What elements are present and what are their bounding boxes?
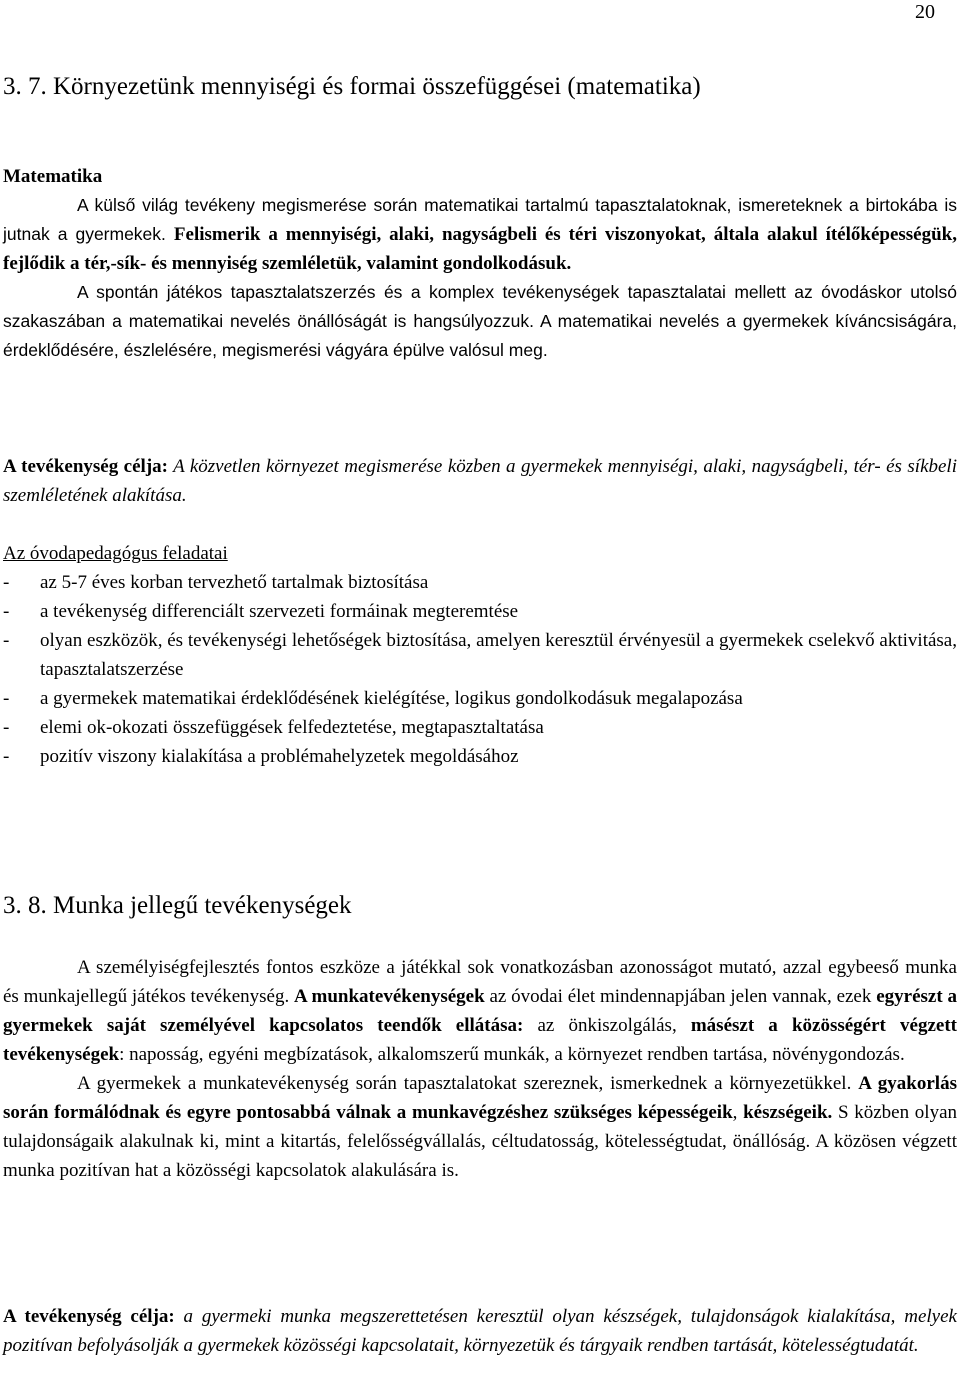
- work-p1-text-1: A személyiségfejlesztés fontos eszköze a játékkal sok vonatkozásban azonosságot mutató, azzal egybeeső munka és munkajellegű játékos tevékenység.: [3, 957, 957, 1007]
- section-heading-work: 3. 8. Munka jellegű tevékenységek: [3, 892, 352, 919]
- list-dash: -: [3, 601, 10, 622]
- section-work-goal: [3, 1302, 957, 1360]
- work-p2-text-2: ,: [732, 1102, 744, 1123]
- section-mathematics-goal: [3, 452, 957, 510]
- work-p2-text-1: A gyermekek a munkatevékenység során tapasztalatokat szereznek, ismerkednek a környezetükkel.: [77, 1073, 859, 1094]
- list-item: [3, 597, 957, 626]
- goal-text: A közvetlen környezet megismerése közben a gyermekek mennyiségi, alaki, nagyságbeli, tér- és síkbeli szemléletének alakítása.: [3, 456, 957, 506]
- work-p2-text-3: S közben olyan tulajdonságaik alakulnak ki, mint a kitartás, felelősségvállalás, céltudatosság, kötelességtudat, önállóság. A közösen végzett munka pozitívan hat a közösségi kapcsolatok alakulására is.: [3, 1102, 957, 1181]
- section-mathematics-tasks: [3, 539, 957, 771]
- paragraph-spontaneous-play: A spontán játékos tapasztalatszerzés és a komplex tevékenységek tapasztalatai mellett az óvodáskor utolsó szakaszában a matematikai nevelés önállóságát is hangsúlyozzuk. A matematikai nevelés a gyermekek kíváncsiságára, érdeklődésére, észlelésére, megismerési vágyára épülve valósul meg.: [3, 282, 957, 360]
- list-dash: -: [3, 688, 10, 709]
- work-p1-text-3: az önkiszolgálás,: [523, 1015, 691, 1036]
- list-item-text: olyan eszközök, és tevékenységi lehetőségek biztosítása, amelyen keresztül érvényesül a gyermekek cselekvő aktivitása, tapasztalatszerzése: [40, 630, 957, 680]
- paragraph-intro: [3, 191, 957, 278]
- page-number: 20: [915, 1, 935, 23]
- list-item: [3, 742, 957, 771]
- work-p2-bold-1: A gyakorlás során formálódnak és egyre pontosabbá válnak a munkavégzéshez szükséges képességeik: [3, 1073, 957, 1123]
- list-dash: -: [3, 572, 10, 593]
- work-goal-paragraph: [3, 1302, 957, 1360]
- list-dash: -: [3, 717, 10, 738]
- intro-bold-text: Felismerik a mennyiségi, alaki, nagyságbeli és téri viszonyokat, általa alakul ítélőképességük, fejlődik a tér,-sík- és mennyiség szemléletük, valamint gondolkodásuk.: [3, 224, 957, 274]
- paragraph-work-2: [3, 1069, 957, 1185]
- list-item-text: a tevékenység differenciált szervezeti formáinak megteremtése: [40, 601, 519, 622]
- list-item-text: elemi ok-okozati összefüggések felfedeztetése, megtapasztaltatása: [40, 717, 544, 738]
- list-item-text: az 5-7 éves korban tervezhető tartalmak biztosítása: [40, 572, 429, 593]
- work-p1-text-2: az óvodai élet mindennapjában jelen vannak, ezek: [484, 986, 877, 1007]
- paragraph-work-1: [3, 953, 957, 1069]
- list-item: [3, 626, 957, 684]
- list-dash: -: [3, 746, 10, 767]
- subheading-matematika: Matematika: [3, 166, 103, 187]
- section-mathematics-body: [3, 162, 957, 365]
- tasks-title: Az óvodapedagógus feladatai: [3, 543, 228, 564]
- section-work-body: [3, 953, 957, 1185]
- list-item: [3, 713, 957, 742]
- work-p1-bold-3: másészt a közösségért végzett tevékenységek: [3, 1015, 957, 1065]
- work-p2-bold-2: készségeik.: [743, 1102, 833, 1123]
- list-item-text: pozitív viszony kialakítása a problémahelyzetek megoldásához: [40, 746, 519, 767]
- work-p1-bold-2: egyrészt a gyermekek saját személyével kapcsolatos teendők ellátása:: [3, 986, 957, 1036]
- section-heading-mathematics: 3. 7. Környezetünk mennyiségi és formai összefüggései (matematika): [3, 73, 701, 100]
- intro-text: A külső világ tevékeny megismerése során matematikai tartalmú tapasztalatoknak, ismereteknek a birtokába is jutnak a gyermekek.: [3, 195, 957, 244]
- work-p1-bold-1: A munkatevékenységek: [294, 986, 485, 1007]
- list-item: [3, 568, 957, 597]
- list-dash: -: [3, 630, 10, 651]
- list-item: [3, 684, 957, 713]
- goal-label: A tevékenység célja:: [3, 456, 168, 477]
- work-p1-text-4: : naposság, egyéni megbízatások, alkalomszerű munkák, a környezet rendben tartása, növénygondozás.: [119, 1044, 905, 1065]
- work-goal-text: a gyermeki munka megszerettetésen keresztül olyan készségek, tulajdonságok kialakítása, melyek pozitívan befolyásolják a gyermekek közösségi kapcsolatait, környezetük és tárgyaik rendben tartását, kötelességtudatát.: [3, 1306, 957, 1356]
- list-item-text: a gyermekek matematikai érdeklődésének kielégítése, logikus gondolkodásuk megalapozása: [40, 688, 743, 709]
- work-goal-label: A tevékenység célja:: [3, 1306, 175, 1327]
- goal-paragraph: [3, 452, 957, 510]
